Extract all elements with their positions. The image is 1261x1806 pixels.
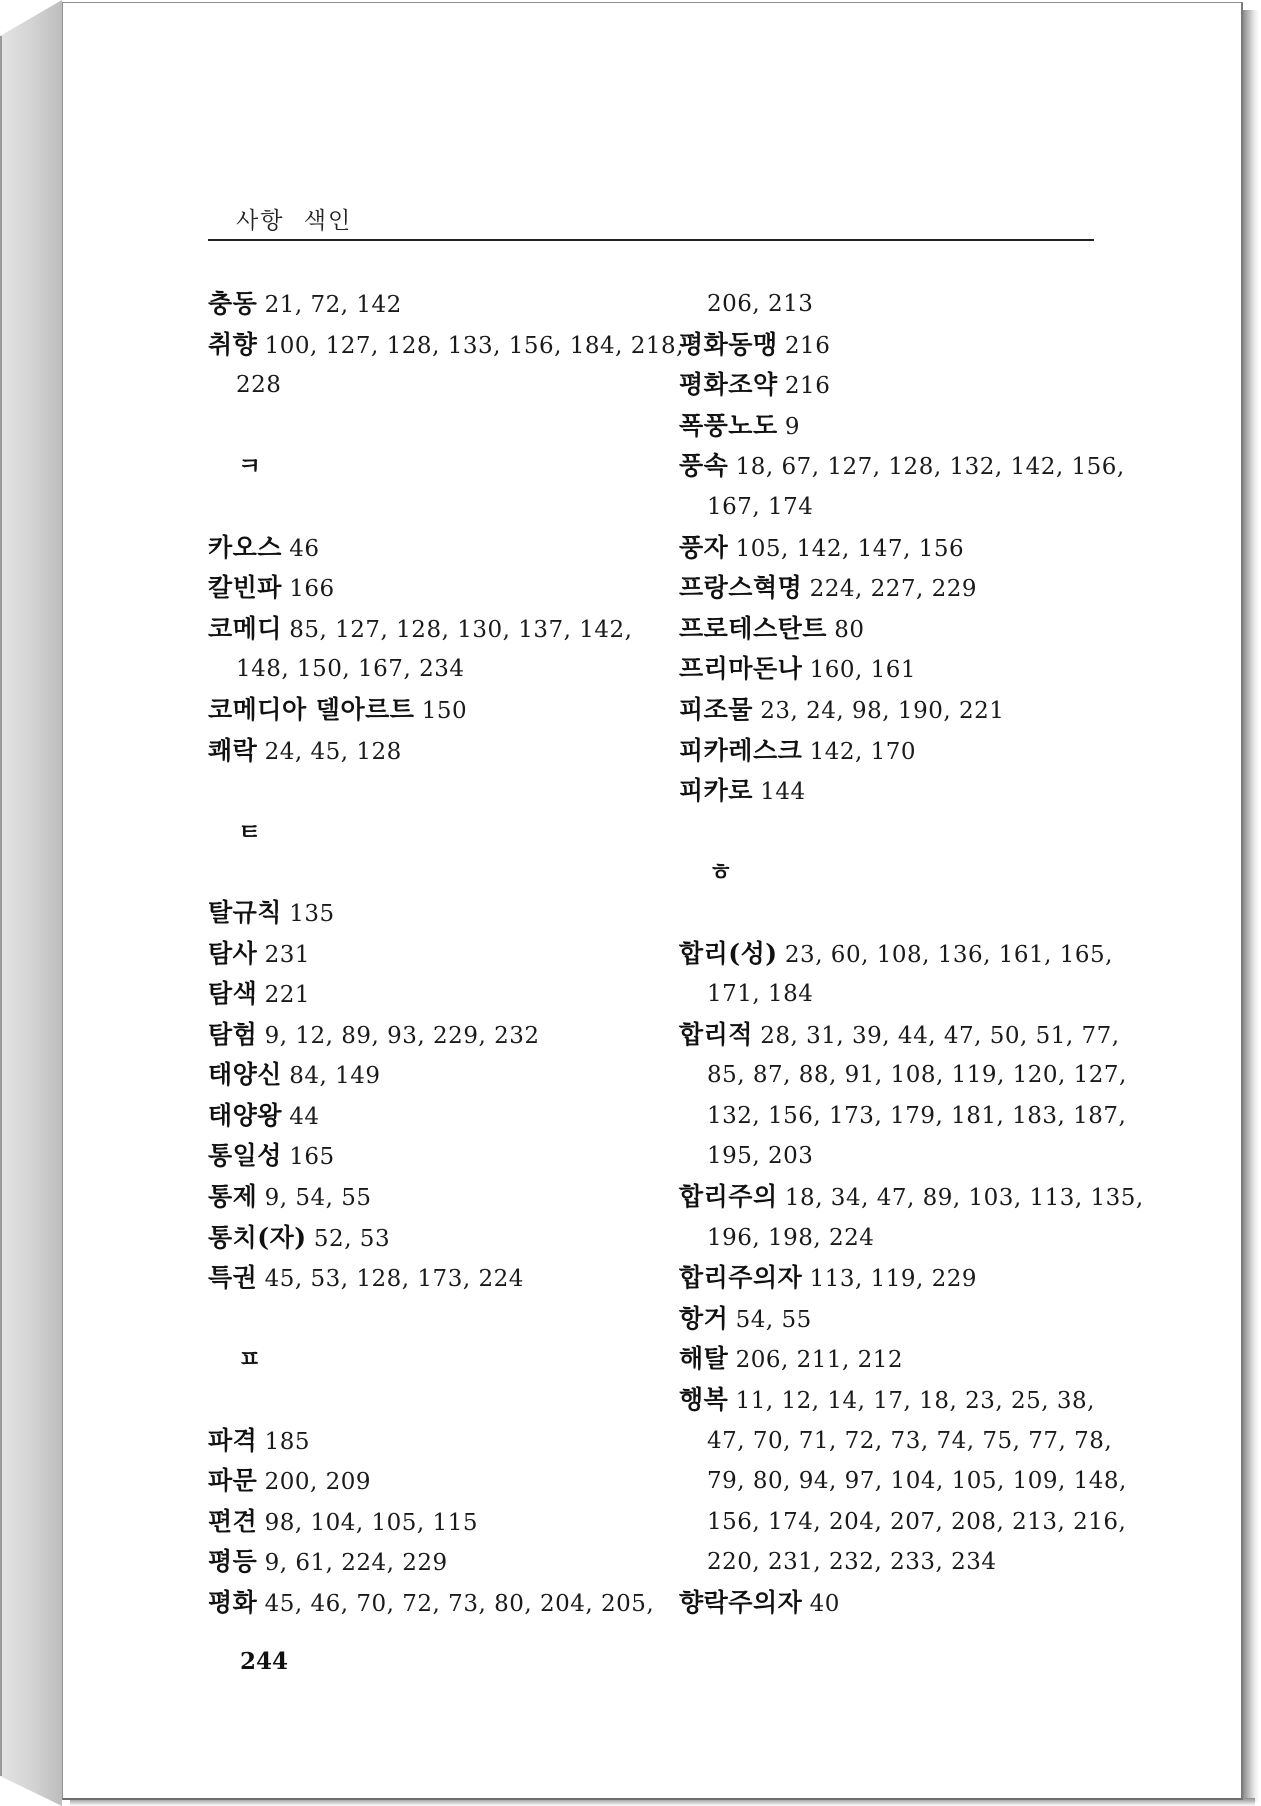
index-term: 카오스 (208, 532, 282, 562)
index-term: 합리주의 (679, 1182, 778, 1212)
page-references: 52, 53 (313, 1225, 391, 1252)
index-entry (679, 365, 1099, 406)
header-rule (208, 239, 1094, 241)
book-spine-edge (0, 0, 62, 1806)
page-references: 216 (784, 332, 831, 359)
page-references: 196, 198, 224 (707, 1224, 875, 1251)
page-references: 113, 119, 229 (809, 1266, 978, 1293)
index-term: 태양왕 (208, 1100, 282, 1130)
page-references: 206, 213 (707, 291, 814, 317)
page-references: 206, 211, 212 (735, 1347, 904, 1374)
index-entry-continuation (679, 284, 1099, 325)
index-term: 해탈 (679, 1344, 729, 1374)
index-entry (208, 284, 628, 325)
section-header (208, 1339, 628, 1380)
book-spine-line (0, 36, 2, 1776)
page-references: 24, 45, 128 (264, 738, 402, 765)
section-header (208, 446, 628, 487)
page-references: 79, 80, 94, 97, 104, 105, 109, 148, (707, 1468, 1127, 1495)
index-term: 쾌락 (208, 735, 258, 765)
index-term: 통일성 (208, 1141, 282, 1171)
index-term: 탐사 (208, 938, 258, 968)
index-entry (679, 649, 1099, 690)
page-references: 224, 227, 229 (809, 576, 978, 603)
index-entry (208, 1218, 628, 1259)
index-entry (208, 974, 628, 1015)
page-references: 47, 70, 71, 72, 73, 74, 75, 77, 78, (707, 1427, 1113, 1454)
index-entry-continuation (679, 1096, 1127, 1137)
index-term: 충동 (208, 289, 258, 318)
blank-line (208, 852, 628, 893)
index-entry (679, 528, 1099, 569)
index-entry-continuation (679, 1218, 1099, 1259)
page-references: 11, 12, 14, 17, 18, 23, 25, 38, (735, 1388, 1095, 1415)
page-references: 132, 156, 173, 179, 181, 183, 187, (707, 1102, 1127, 1129)
index-entry-continuation (679, 1542, 1099, 1583)
page-references: 9, 12, 89, 93, 229, 232 (264, 1022, 540, 1049)
page-references: 135 (289, 900, 335, 927)
index-entry (679, 771, 1099, 812)
index-entry (208, 893, 628, 934)
index-term: 특권 (208, 1263, 258, 1293)
section-letter: ㅌ (238, 816, 262, 846)
index-term: 피카로 (679, 776, 753, 806)
page-references: 150 (421, 697, 468, 724)
index-term: 합리적 (679, 1019, 753, 1049)
section-letter: ㅍ (238, 1344, 262, 1374)
page-right-shadow (1243, 10, 1259, 1802)
index-entry (208, 1015, 628, 1056)
index-term: 피카레스크 (679, 735, 803, 765)
index-entry-continuation (679, 1461, 1127, 1502)
page-references: 54, 55 (735, 1306, 812, 1333)
index-term: 탐험 (208, 1019, 258, 1049)
index-term: 탐색 (208, 979, 258, 1009)
index-column-left (208, 284, 684, 1624)
page-references: 185 (264, 1428, 311, 1455)
index-entry (679, 1299, 1099, 1340)
index-entry (208, 1421, 628, 1462)
index-term: 코메디 (208, 613, 282, 643)
index-term: 피조물 (679, 694, 753, 724)
page-references: 9, 54, 55 (264, 1185, 372, 1212)
index-entry (208, 568, 628, 609)
blank-line (208, 1299, 628, 1340)
index-entry (208, 731, 628, 772)
blank-line (208, 771, 628, 812)
page-references: 144 (760, 779, 806, 806)
index-entry (208, 1096, 628, 1137)
page-references: 167, 174 (707, 493, 814, 520)
index-entry (679, 325, 1099, 366)
page-references: 142, 170 (809, 738, 916, 765)
index-entry (679, 1258, 1099, 1299)
page-references: 200, 209 (264, 1469, 372, 1496)
page-references: 165 (289, 1144, 335, 1171)
index-entry (679, 1380, 1099, 1421)
index-term: 편견 (208, 1506, 258, 1536)
page-number: 244 (240, 1648, 289, 1675)
index-term: 항거 (679, 1303, 729, 1333)
page-references: 18, 34, 47, 89, 103, 113, 135, (784, 1185, 1144, 1212)
running-head: 사항 색인 (236, 208, 353, 234)
page-references: 23, 24, 98, 190, 221 (760, 697, 1005, 724)
index-entry-continuation (679, 974, 1099, 1015)
index-entry (208, 1136, 628, 1177)
index-term: 합리(성) (679, 938, 778, 968)
index-entry (679, 446, 1125, 487)
page-references: 171, 184 (707, 981, 814, 1008)
index-entry (208, 1177, 628, 1218)
index-term: 칼빈파 (208, 573, 282, 603)
page-references: 45, 46, 70, 72, 73, 80, 204, 205, (264, 1591, 655, 1617)
index-entry (208, 325, 684, 366)
page-references: 46 (289, 535, 320, 562)
page-references: 80 (834, 616, 865, 643)
index-term: 통치(자) (208, 1222, 307, 1252)
page-references: 166 (289, 576, 335, 603)
index-term: 향락주의자 (679, 1588, 803, 1617)
section-letter: ㅋ (238, 451, 262, 481)
blank-line (208, 487, 628, 528)
index-entry (679, 1339, 1099, 1380)
page-references: 228 (236, 372, 282, 399)
index-entry (208, 1502, 628, 1543)
page-references: 85, 87, 88, 91, 108, 119, 120, 127, (707, 1062, 1127, 1089)
page-references: 44 (289, 1103, 320, 1130)
index-column-right (679, 284, 1144, 1624)
page-references: 220, 231, 232, 233, 234 (707, 1549, 997, 1576)
index-entry (208, 609, 633, 650)
index-term: 프랑스혁명 (679, 573, 803, 603)
index-term: 파문 (208, 1466, 258, 1496)
index-term: 평화동맹 (679, 329, 778, 359)
page-references: 84, 149 (289, 1063, 381, 1090)
index-entry (208, 1055, 628, 1096)
index-entry (679, 1583, 1099, 1624)
index-term: 탈규칙 (208, 897, 282, 927)
index-entry-continuation (208, 365, 628, 406)
index-term: 파격 (208, 1425, 258, 1455)
page-references: 221 (264, 982, 311, 1009)
blank-line (679, 893, 1099, 934)
index-term: 풍자 (679, 532, 729, 562)
index-entry (208, 934, 628, 975)
index-term: 평화 (208, 1588, 258, 1617)
index-entry (208, 1583, 655, 1624)
page-references: 98, 104, 105, 115 (264, 1509, 478, 1536)
blank-line (679, 812, 1099, 853)
index-entry (208, 1542, 628, 1583)
section-header (208, 812, 628, 853)
page-references: 28, 31, 39, 44, 47, 50, 51, 77, (760, 1022, 1120, 1049)
index-term: 풍속 (679, 451, 729, 481)
page-references: 9, 61, 224, 229 (264, 1550, 448, 1577)
index-entry-continuation (679, 1502, 1127, 1543)
section-letter: ㅎ (709, 857, 733, 887)
page-references: 156, 174, 204, 207, 208, 213, 216, (707, 1508, 1127, 1535)
page-references: 160, 161 (809, 657, 916, 684)
index-entry (679, 406, 1099, 447)
index-entry (679, 690, 1099, 731)
page-references: 195, 203 (707, 1143, 814, 1170)
index-entry (679, 934, 1113, 975)
page-references: 23, 60, 108, 136, 161, 165, (784, 941, 1113, 968)
index-entry-continuation (679, 1421, 1113, 1462)
index-term: 프로테스탄트 (679, 613, 827, 643)
index-entry (679, 609, 1099, 650)
index-entry-continuation (679, 1136, 1099, 1177)
index-term: 평등 (208, 1547, 258, 1577)
index-term: 취향 (208, 329, 258, 359)
index-entry (679, 731, 1099, 772)
index-term: 폭풍노도 (679, 410, 778, 440)
index-entry (208, 690, 628, 731)
index-entry-continuation (679, 487, 1099, 528)
index-entry (208, 528, 628, 569)
index-term: 프리마돈나 (679, 654, 803, 684)
page-references: 148, 150, 167, 234 (236, 656, 465, 683)
index-term: 태양신 (208, 1060, 282, 1090)
index-entry (679, 1015, 1120, 1056)
section-header (679, 852, 1099, 893)
page-references: 21, 72, 142 (264, 292, 402, 318)
index-term: 통제 (208, 1182, 258, 1212)
index-entry (208, 1461, 628, 1502)
page-references: 100, 127, 128, 133, 156, 184, 218, (264, 332, 684, 359)
blank-line (208, 406, 628, 447)
page-references: 45, 53, 128, 173, 224 (264, 1266, 524, 1293)
index-term: 코메디아 델아르트 (208, 694, 415, 724)
page-references: 105, 142, 147, 156 (735, 535, 965, 562)
blank-line (208, 1380, 628, 1421)
page-references: 9 (784, 413, 801, 440)
index-term: 합리주의자 (679, 1263, 803, 1293)
index-term: 행복 (679, 1385, 729, 1415)
index-term: 평화조약 (679, 370, 778, 400)
page-references: 216 (784, 373, 831, 400)
index-entry-continuation (208, 649, 628, 690)
index-entry-continuation (679, 1055, 1127, 1096)
index-entry (679, 1177, 1144, 1218)
page-references: 18, 67, 127, 128, 132, 142, 156, (735, 454, 1125, 481)
index-entry (208, 1258, 628, 1299)
page-references: 40 (809, 1591, 840, 1617)
page-references: 231 (264, 941, 311, 968)
index-entry (679, 568, 1099, 609)
page-references: 85, 127, 128, 130, 137, 142, (289, 616, 633, 643)
